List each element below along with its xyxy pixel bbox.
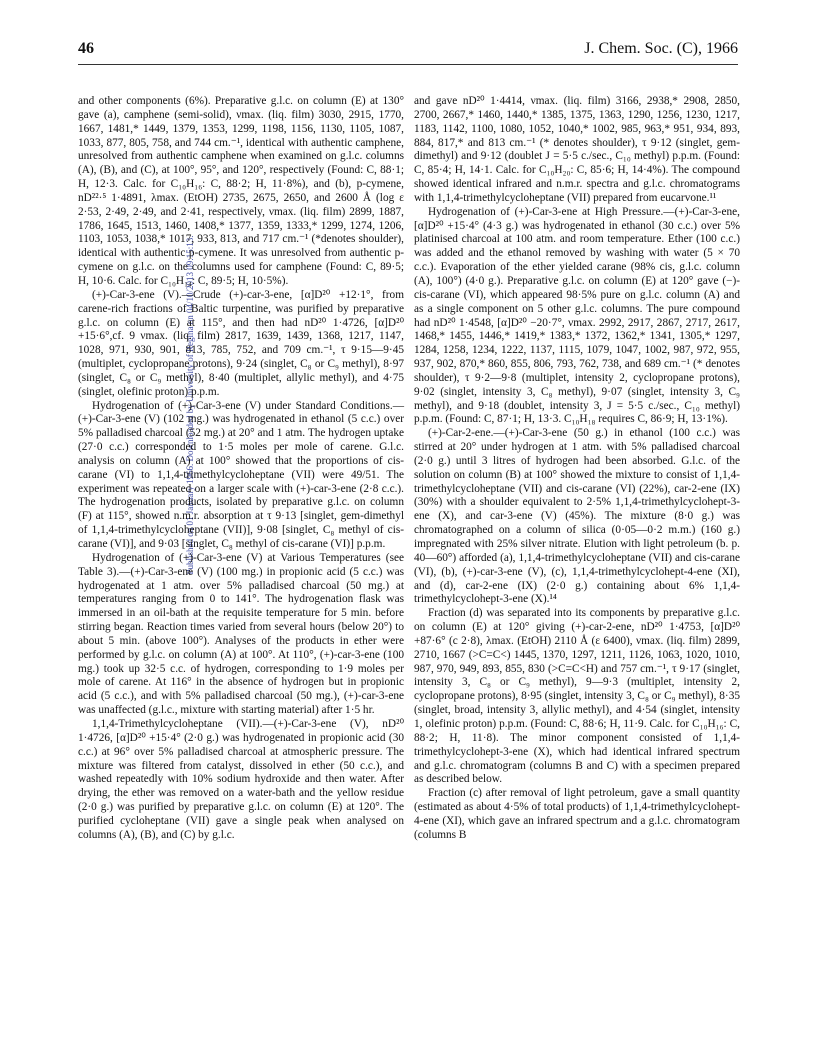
left-column [78,95,404,843]
header-rule [78,64,738,65]
download-watermark: Published on 01 January 1966. Downloaded by University of Regina on 04/10/2013 09:15:13. [185,235,195,575]
paragraph: Fraction (c) after removal of light petroleum, gave a small quantity (estimated as about 4·5% of total products) of 1,1,4-trimethylcyclohept-4-ene (XI), which gave an infrared spectrum and a g.l.c. chromatogram (columns B [414,787,740,841]
page-number: 46 [78,40,94,57]
journal-title: J. Chem. Soc. (C), 1966 [584,40,738,57]
paragraph: (+)-Car-2-ene.—(+)-Car-3-ene (50 g.) in ethanol (100 c.c.) was stirred at 20° under hydrogen at 1 atm. with 5% palladised charcoal (2·0 g.) until 3 litres of hydrogen had been absorbed. G.l.c. of the solution on column (B) at 100° showed the mixture to consist of 1,1,4-trimethylcycloheptane (VII) and cis-carane (VI) (22%), car-2-ene (IX) (30%) with a shoulder equivalent to 2·5% 1,1,4-trimethylcyclohept-3-ene (X), and car-3-ene (V) (45%). The mixture (8·0 g.) was chromatographed on a column of silica (0·05—0·2 m.m.) (160 g.) impregnated with 25% silver nitrate. Elution with light petroleum (b. p. 40—60°) afforded (a), 1,1,4-trimethylcycloheptane (VII) and cis-carane (VI), (b), (+)-car-3-ene (V), (c), 1,1,4-trimethylcyclohept-4-ene (XI), and (d), car-2-ene (IX) (2·0 g.) containing about 6% 1,1,4-trimethylcyclohept-3-ene (X).¹⁴ [414,427,740,606]
paragraph: and other components (6%). Preparative g.l.c. on column (E) at 130° gave (a), camphene (semi-solid), νmax. (liq. film) 3030, 2915, 1770, 1667, 1481,* 1449, 1379, 1353, 1299, 1198, 1156, 1130, 1105, 1087, 1033, 877, 805, 758, and 744 cm.⁻¹, identical with authentic camphene, unresolved from authentic camphene when examined on g.l.c. columns (A), (B), and (C), at 100°, 95°, and 120°, respectively (Found: C, 88·1; H, 12·3. Calc. for C₁₀H₁₆: C, 88·2; H, 11·8%), and (b), p-cymene, nD²²·⁵ 1·4891, λmax. (EtOH) 2735, 2675, 2650, and 2600 Å (log ε 2·53, 2·49, 2·49, and 2·41, respectively, νmax. (liq. film) 2899, 1887, 1786, 1645, 1513, 1460, 1408,* 1377, 1359, 1333,* 1299, 1274, 1206, 1103, 1053, 1038,* 1017, 933, 813, and 717 cm.⁻¹ (*denotes shoulder), identical with authentic p-cymene. It was unresolved from authentic p-cymene on g.l.c. on the columns used for camphene (Found: C, 89·5; H, 10·6. Calc. for C₁₀H₁₄: C, 89·5; H, 10·5%). [78,95,404,287]
right-column [414,95,740,843]
paragraph: Hydrogenation of (+)-Car-3-ene (V) at Various Temperatures (see Table 3).—(+)-Car-3-ene (V) (100 mg.) in propionic acid (5 c.c.) was hydrogenated at 1 atm. over 5% palladised charcoal (50 mg.) at temperatures ranging from 0 to 141°. The hydrogenation flask was immersed in an oil-bath at the requisite temperature for 5 min. before stirring began. Reaction times varied from several hours (below 20°) to about 5 min. (above 100°). Analyses of the products in ether were performed by g.l.c. on column (A) at 100°. At 110°, (+)-car-3-ene (100 mg.) took up 32·5 c.c. of hydrogen, corresponding to 1·9 moles per mole of carene. At 116° in the absence of hydrogen but in propionic acid (5 c.c.), and with 5% palladised charcoal (50 mg.), (+)-car-3-ene was unaffected (g.l.c., mixture with starting material) after 1·5 hr. [78,551,404,717]
paragraph: (+)-Car-3-ene (V).—Crude (+)-car-3-ene, [α]D²⁰ +12·1°, from carene-rich fractions of Baltic turpentine, was purified by preparative g.l.c. on column (E) at 115°, and then had nD²⁰ 1·4726, [α]D²⁰ +15·6°,cf. 9 νmax. (liq. film) 2817, 1639, 1439, 1368, 1217, 1147, 1028, 971, 930, 901, 813, 785, 752, and 709 cm.⁻¹, τ 9·15—9·45 (multiplet, cyclopropane protons), 9·24 (singlet, C₈ or C₉ methyl), 8·97 (singlet, C₈ or C₉ methyl), 8·40 (multiplet, allylic methyl), and 4·75 (singlet, olefinic proton) p.p.m. [78,288,404,398]
paragraph: Hydrogenation of (+)-Car-3-ene at High Pressure.—(+)-Car-3-ene, [α]D²⁰ +15·4° (4·3 g.) was hydrogenated in ethanol (30 c.c.) over 5% platinised charcoal at 100 atm. and room temperature. Ether (100 c.c.) was added and the ethanol removed by washing with water (5 × 70 c.c.). Evaporation of the ether yielded carane (98% cis, g.l.c. column (A), 100°) (4·0 g.). Preparative g.l.c. on column (E) at 120° gave (−)-cis-carane (VI), which appeared 98·5% pure on g.l.c. column (A) and as a single component on 5 other g.l.c. columns. The pure compound had nD²⁰ 1·4548, [α]D²⁰ −20·7°, νmax. 2992, 2917, 2867, 2717, 2617, 1468,* 1455, 1446,* 1419,* 1383,* 1372, 1362,* 1341, 1305,* 1297, 1284, 1258, 1234, 1222, 1137, 1115, 1079, 1047, 1002, 987, 972, 955, 937, 902, 870,* 860, 855, 806, 793, 762, 738, and 689 cm.⁻¹ (* denotes shoulder), τ 9·2—9·8 (multiplet, intensity 2, cyclopropane protons), 9·02 (singlet, intensity 3, C₈ methyl), 9·07 (singlet, intensity 3, C₉ methyl), and 9·18 (doublet, intensity 3, J = 5·5 c./sec., C₁₀ methyl) p.p.m. (Found: C, 87·1; H, 13·3. C₁₀H₁₈ requires C, 86·9; H, 13·1%). [414,205,740,426]
paragraph: Hydrogenation of (+)-Car-3-ene (V) under Standard Conditions.—(+)-Car-3-ene (V) (102 mg.) was hydrogenated in ethanol (5 c.c.) over 5% palladised charcoal (52 mg.) at 20° and 1 atm. The hydrogen uptake (27·0 c.c.) corresponded to 1·5 moles per mole of carene. G.l.c. analysis on column (A) at 100° showed that the proportions of cis-carane (VI) to 1,1,4-trimethylcycloheptane (VII) were 49/51. The experiment was repeated on a larger scale with (+)-car-3-ene (2·8 c.c.). The hydrogenation products, isolated by preparative g.l.c. on column (F) at 115°, showed n.m.r. absorption at τ 9·13 [singlet, gem-dimethyl of 1,1,4-trimethylcycloheptane (VII)], 9·08 [singlet, C₈ methyl of cis-carane (VI)], and 9·03 [singlet, C₈ methyl of cis-carane (VI)] p.p.m. [78,399,404,550]
paragraph: Fraction (d) was separated into its components by preparative g.l.c. on column (E) at 120° giving (+)-car-2-ene, nD²⁰ 1·4753, [α]D²⁰ +87·6° (c 2·8), λmax. (EtOH) 2110 Å (ε 6400), νmax. (liq. film) 2899, 2710, 1667 (>C=C<) 1445, 1370, 1297, 1211, 1126, 1063, 1020, 1010, 987, 970, 949, 893, 855, 830 (>C=C<H) and 757 cm.⁻¹, τ 9·17 (singlet, intensity 3, C₈ or C₉ methyl), 9—9·3 (multiplet, intensity 2, cyclopropane protons), 8·95 (singlet, intensity 3, C₈ or C₉ methyl), 8·35 (singlet, broad, intensity 3, allylic methyl), and 4·54 (singlet, intensity 1, olefinic proton) p.p.m. (Found: C, 88·6; H, 11·9. Calc. for C₁₀H₁₆: C, 88·2; H, 11·8). The minor component consisted of 1,1,4-trimethylcyclohept-3-ene (X), which had identical infrared spectrum and g.l.c. chromatogram (columns B and C) with a specimen prepared as described below. [414,607,740,786]
paragraph: 1,1,4-Trimethylcycloheptane (VII).—(+)-Car-3-ene (V), nD²⁰ 1·4726, [α]D²⁰ +15·4° (2·0 g.) was hydrogenated in propionic acid (30 c.c.) at 96° over 5% palladised charcoal at atmospheric pressure. The mixture was filtered from catalyst, dissolved in ether (50 c.c.), and washed repeatedly with 10% sodium hydroxide and then water. After drying, the ether was removed on a water-bath and the yellow residue (2·0 g.) was purified by preparative g.l.c. on column (E) at 120°. The purified cycloheptane (VII) gave a single peak when analysed on columns (A), (B), and (C) by g.l.c. [78,717,404,841]
page-header [78,40,738,66]
paragraph: and gave nD²⁰ 1·4414, νmax. (liq. film) 3166, 2938,* 2908, 2850, 2700, 2667,* 1460, 1440,* 1385, 1375, 1363, 1290, 1256, 1230, 1217, 1183, 1142, 1100, 1080, 1052, 1040,* 1002, 985, 963,* 951, 934, 893, 884, 817,* and 813 cm.⁻¹ (* denotes shoulder), τ 9·12 (singlet, gem-dimethyl) and 9·12 (doublet J = 5·5 c./sec., C₁₀ methyl) p.p.m. (Found: C, 85·4; H, 14·1. Calc. for C₁₀H₂₀: C, 85·6; H, 14·4%). The compound showed identical infrared and n.m.r. spectra and g.l.c. chromatograms with 1,1,4-trimethylcycloheptane (VII) prepared from eucarvone.¹¹ [414,95,740,204]
